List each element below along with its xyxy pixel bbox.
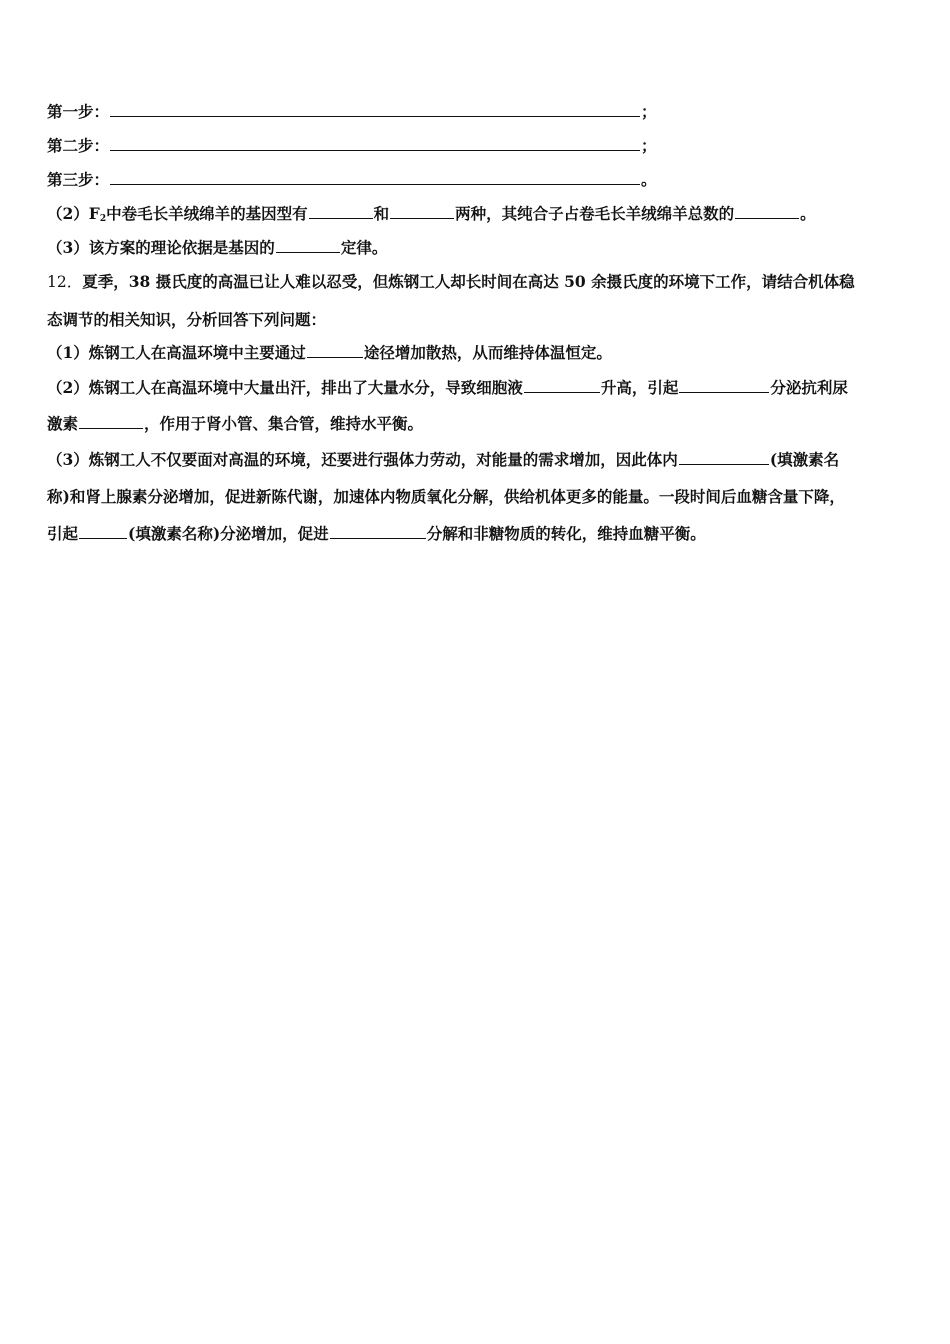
q11-part3 <box>47 238 387 258</box>
step-2-end: ； <box>641 136 657 155</box>
step-1-end: ； <box>641 102 657 121</box>
q12-part2-prefix: （2） <box>47 378 89 397</box>
q12-part2-line1 <box>47 378 848 398</box>
f-subscript: 2 <box>99 214 107 224</box>
blank <box>735 204 799 219</box>
q12-part3-prefix: （3） <box>47 450 89 469</box>
q12-part1-text-b: 途径增加散热，从而维持体温恒定。 <box>363 343 612 362</box>
q12-part1 <box>47 343 612 363</box>
blank <box>79 524 127 539</box>
q11-part2-prefix: （2） <box>47 204 89 223</box>
blank <box>330 524 426 539</box>
blank <box>390 204 454 219</box>
q12-stem-text2: 态调节的相关知识，分析回答下列问题： <box>47 310 327 329</box>
step-1-line <box>47 102 657 122</box>
q12-part1-prefix: （1） <box>47 343 89 362</box>
step-1-blank <box>110 102 640 117</box>
q12-number: 12． <box>47 273 83 291</box>
step-3-label: 第三步： <box>47 170 110 189</box>
q12-part2-text-e: ，作用于肾小管、集合管，维持水平衡。 <box>144 414 424 433</box>
blank <box>309 204 373 219</box>
q11-part2-text-d: 。 <box>800 204 816 223</box>
step-3-line <box>47 170 657 190</box>
q12-part3-line2 <box>47 487 845 507</box>
step-2-line <box>47 136 657 156</box>
q12-part1-text-a: 炼钢工人在高温环境中主要通过 <box>88 343 306 362</box>
q12-stem-text1: 夏季，38 摄氏度的高温已让人难以忍受，但炼钢工人却长时间在高达 50 余摄氏度的环境下工作，请结合机体稳 <box>82 272 855 291</box>
q11-part3-prefix: （3） <box>47 238 89 257</box>
q11-part3-text-b: 定律。 <box>340 238 388 257</box>
step-3-blank <box>110 170 640 185</box>
blank <box>307 343 363 358</box>
step-2-blank <box>110 136 640 151</box>
blank <box>276 238 340 253</box>
blank <box>524 378 600 393</box>
q12-part3-text-a: 炼钢工人不仅要面对高温的环境，还要进行强体力劳动，对能量的需求增加，因此体内 <box>88 450 678 469</box>
q12-part2-line2 <box>47 414 423 434</box>
q11-part2 <box>47 204 816 229</box>
q11-part2-text-a: 中卷毛长羊绒绵羊的基因型有 <box>106 204 308 223</box>
q12-part3-text-e: (填激素名称)分泌增加，促进 <box>128 524 329 543</box>
q12-part3-line1 <box>47 450 839 470</box>
blank <box>79 414 143 429</box>
step-3-end: 。 <box>641 170 657 189</box>
q12-part3-line3 <box>47 524 706 544</box>
q12-stem-line2 <box>47 310 326 330</box>
step-2-label: 第二步： <box>47 136 110 155</box>
q12-stem-line1 <box>47 272 855 292</box>
q12-part3-text-c: 称)和肾上腺素分泌增加，促进新陈代谢，加速体内物质氧化分解，供给机体更多的能量。一段时间后血糖含量下降， <box>47 487 845 506</box>
q12-part2-text-d: 激素 <box>47 414 79 433</box>
blank <box>679 450 769 465</box>
q11-part2-text-b: 和 <box>373 204 390 223</box>
blank <box>679 378 769 393</box>
q12-part3-text-b: (填激素名 <box>769 450 840 469</box>
f-symbol: F <box>88 204 100 223</box>
q12-part3-text-f: 分解和非糖物质的转化，维持血糖平衡。 <box>426 524 706 543</box>
q12-part2-text-b: 升高，引起 <box>600 378 679 397</box>
q12-part2-text-c: 分泌抗利尿 <box>770 378 848 397</box>
step-1-label: 第一步： <box>47 102 110 121</box>
q11-part3-text-a: 该方案的理论依据是基因的 <box>88 238 275 257</box>
q11-part2-text-c: 两种，其纯合子占卷毛长羊绒绵羊总数的 <box>455 204 735 223</box>
q12-part3-text-d: 引起 <box>47 524 79 543</box>
q12-part2-text-a: 炼钢工人在高温环境中大量出汗，排出了大量水分，导致细胞液 <box>88 378 523 397</box>
